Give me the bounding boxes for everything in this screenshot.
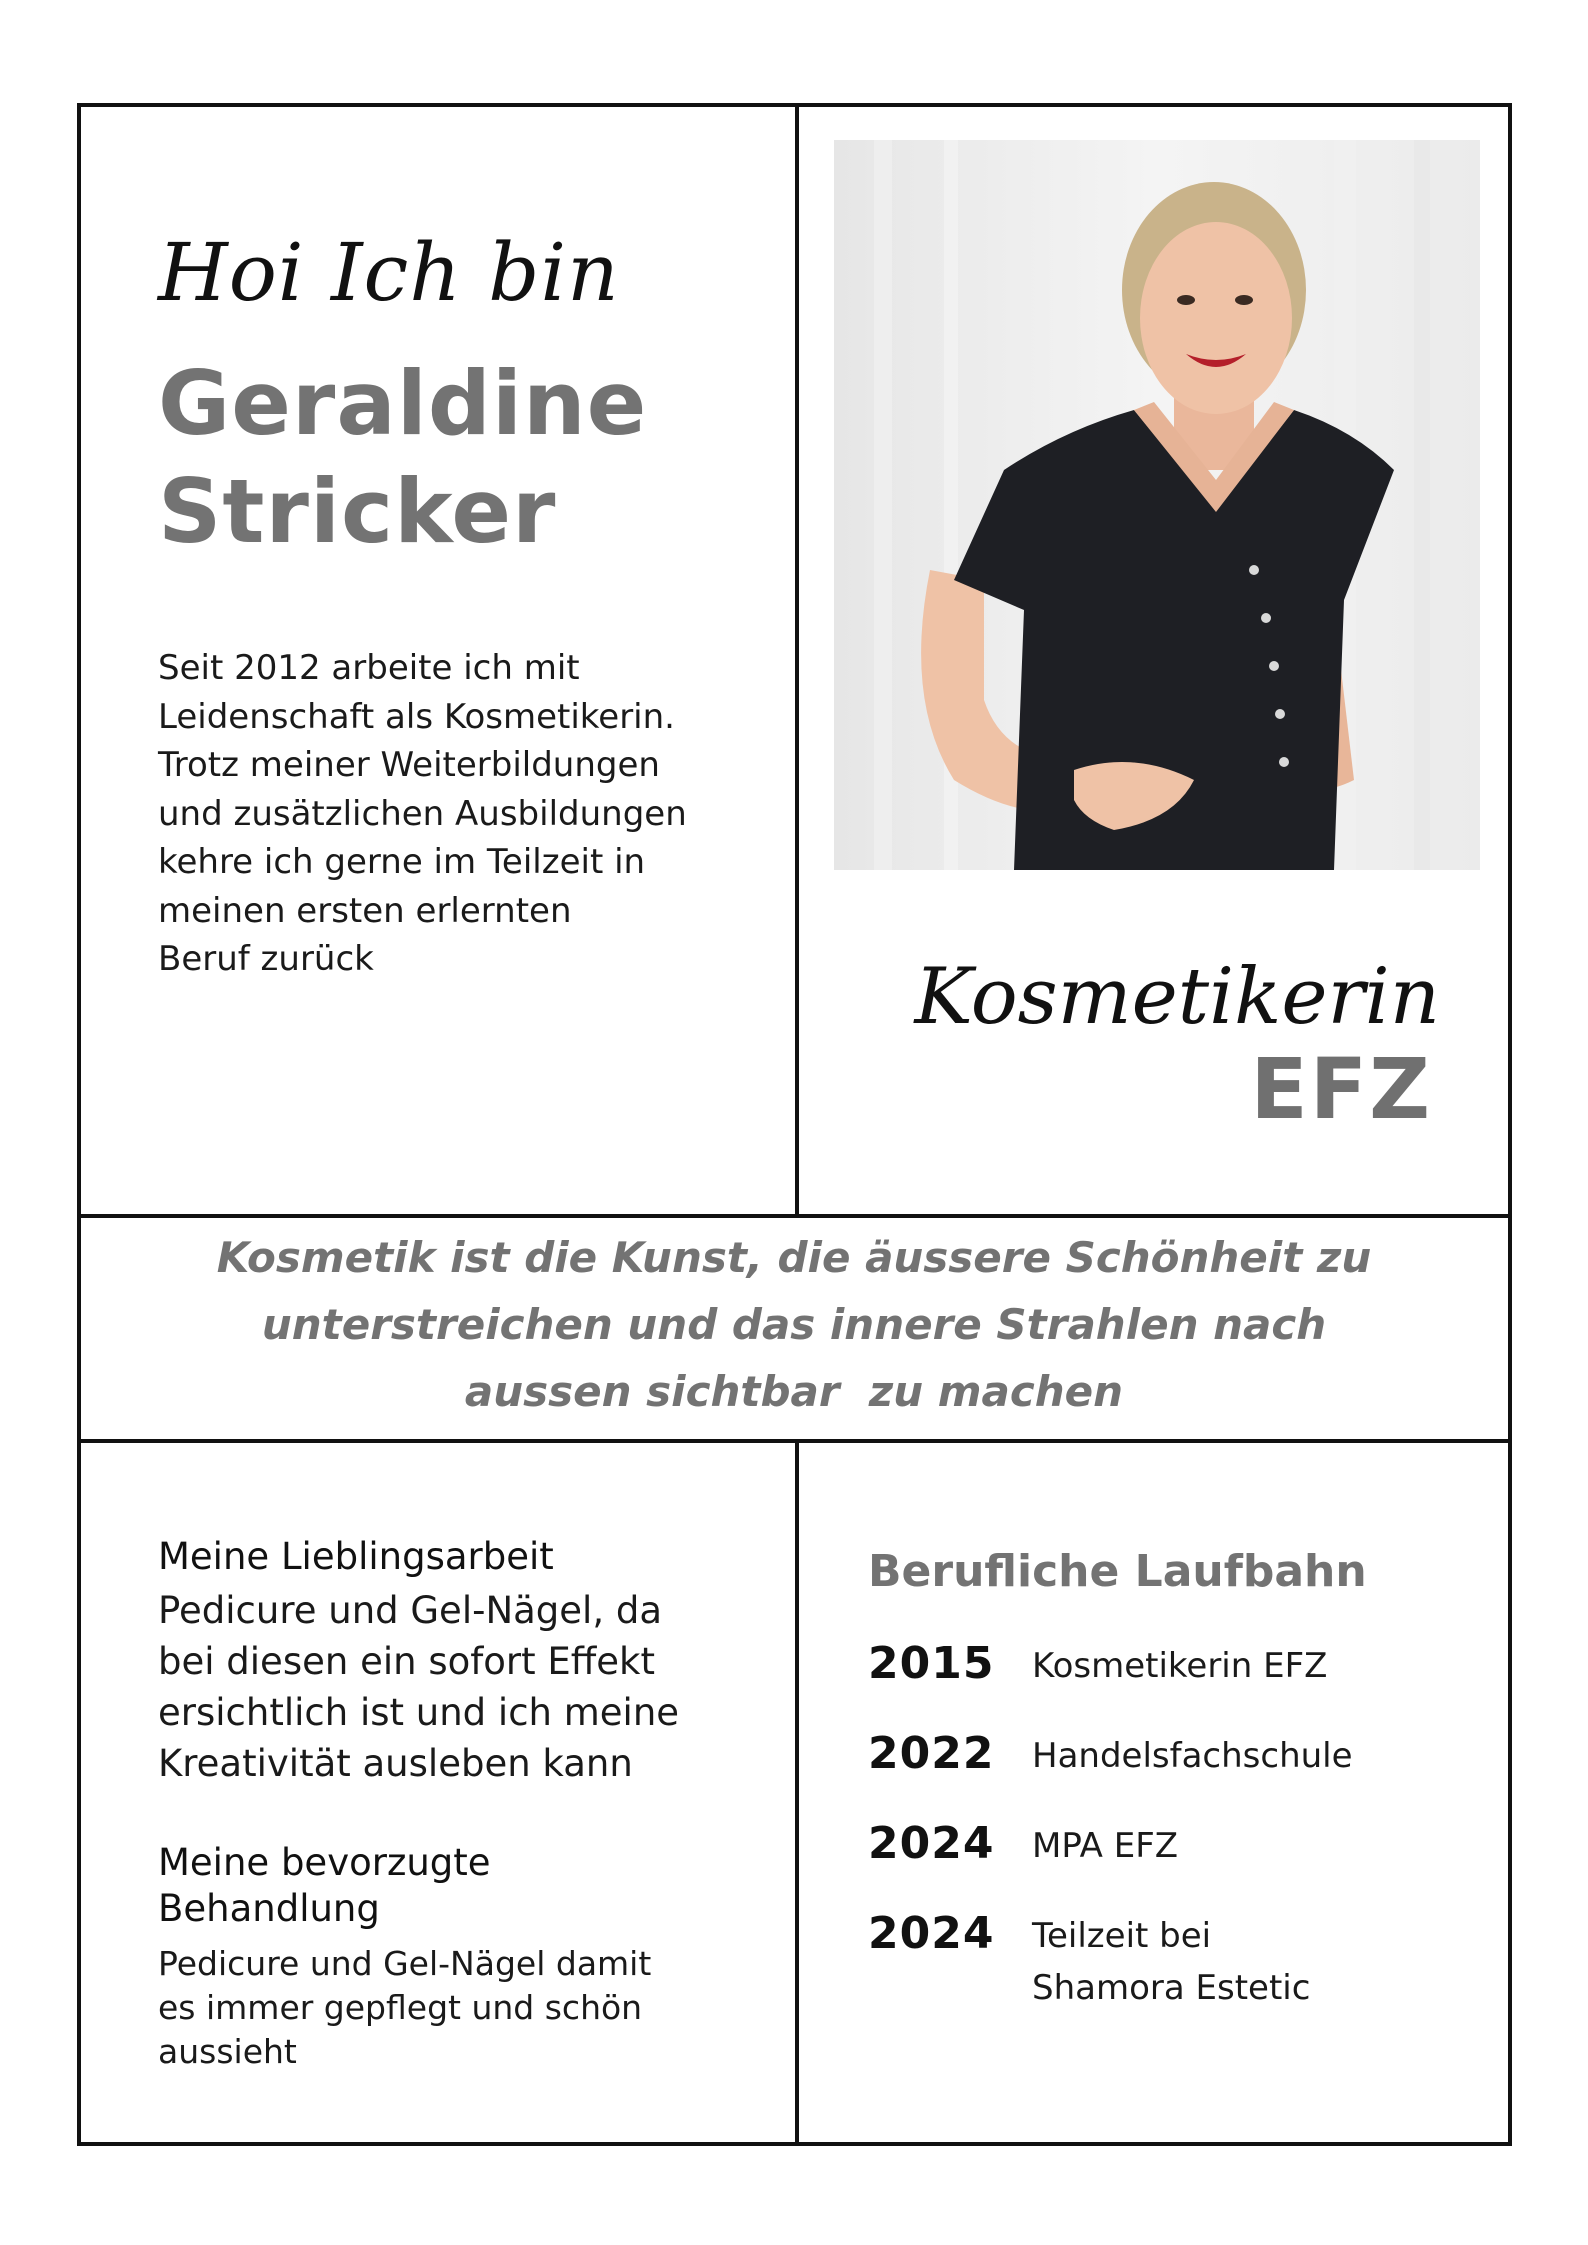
intro-line: meinen ersten erlernten: [158, 890, 572, 931]
bottom-column-divider: [795, 1439, 799, 2146]
role-efz-title: EFZ: [1250, 1040, 1432, 1138]
favorite-line: Pedicure und Gel-Nägel, da: [158, 1589, 663, 1632]
portrait-illustration: [834, 140, 1480, 870]
intro-line: Beruf zurück: [158, 939, 374, 979]
favorite-line: Kreativität ausleben kann: [158, 1742, 633, 1785]
intro-text: [158, 644, 758, 984]
role-script-title: Kosmetikerin: [914, 952, 1440, 1042]
quote-top-divider: [77, 1214, 1512, 1218]
career-text-line: Teilzeit bei: [1032, 1916, 1212, 1956]
top-column-divider: [795, 103, 799, 1217]
career-item: [868, 1730, 1428, 1782]
intro-line: Trotz meiner Weiterbildungen: [158, 745, 660, 785]
career-text-line: Kosmetikerin EFZ: [1032, 1646, 1328, 1686]
last-name: Stricker: [158, 460, 557, 563]
career-item: [868, 1640, 1428, 1692]
career-year: 2024: [868, 1908, 995, 1959]
full-name: [158, 350, 647, 566]
career-text-line: Shamora Estetic: [1032, 1968, 1311, 2008]
career-item: [868, 1820, 1428, 1872]
quote-text: [160, 1224, 1428, 1425]
favorite-work-text: [158, 1585, 758, 1789]
portrait-photo: [834, 140, 1480, 870]
greeting: Hoi Ich bin: [158, 226, 620, 319]
quote-line: Kosmetik ist die Kunst, die äussere Schönheit zu: [216, 1233, 1372, 1282]
quote-line: unterstreichen und das innere Strahlen nach: [261, 1300, 1327, 1349]
career-text-line: Handelsfachschule: [1032, 1736, 1353, 1776]
career-text: [1032, 1820, 1178, 1872]
preferred-treatment-text: [158, 1942, 758, 2074]
career-text: [1032, 1730, 1353, 1782]
career-year: 2022: [868, 1728, 995, 1779]
preferred-line: es immer gepflegt und schön: [158, 1988, 643, 2027]
intro-line: Seit 2012 arbeite ich mit: [158, 648, 580, 688]
preferred-line: aussieht: [158, 2032, 297, 2071]
favorite-line: ersichtlich ist und ich meine: [158, 1691, 680, 1734]
preferred-treatment-title: [158, 1840, 678, 1932]
preferred-title-line: Behandlung: [158, 1887, 380, 1930]
preferred-line: Pedicure und Gel-Nägel damit: [158, 1944, 652, 1983]
career-list: [868, 1640, 1428, 2014]
career-text: [1032, 1910, 1310, 2014]
preferred-title-line: Meine bevorzugte: [158, 1841, 491, 1884]
career-item: [868, 1910, 1428, 2014]
quote-line: aussen sichtbar zu machen: [464, 1367, 1124, 1416]
intro-line: Leidenschaft als Kosmetikerin.: [158, 696, 675, 737]
career-text: [1032, 1640, 1327, 1692]
career-text-line: MPA EFZ: [1032, 1826, 1179, 1866]
intro-line: kehre ich gerne im Teilzeit in: [158, 842, 646, 882]
favorite-line: bei diesen ein sofort Effekt: [158, 1640, 655, 1683]
favorite-work-title: Meine Lieblingsarbeit: [158, 1535, 554, 1578]
intro-line: und zusätzlichen Ausbildungen: [158, 793, 687, 834]
career-year: 2015: [868, 1638, 995, 1689]
first-name: Geraldine: [158, 352, 648, 455]
career-year: 2024: [868, 1818, 995, 1869]
career-title: Berufliche Laufbahn: [868, 1546, 1367, 1597]
